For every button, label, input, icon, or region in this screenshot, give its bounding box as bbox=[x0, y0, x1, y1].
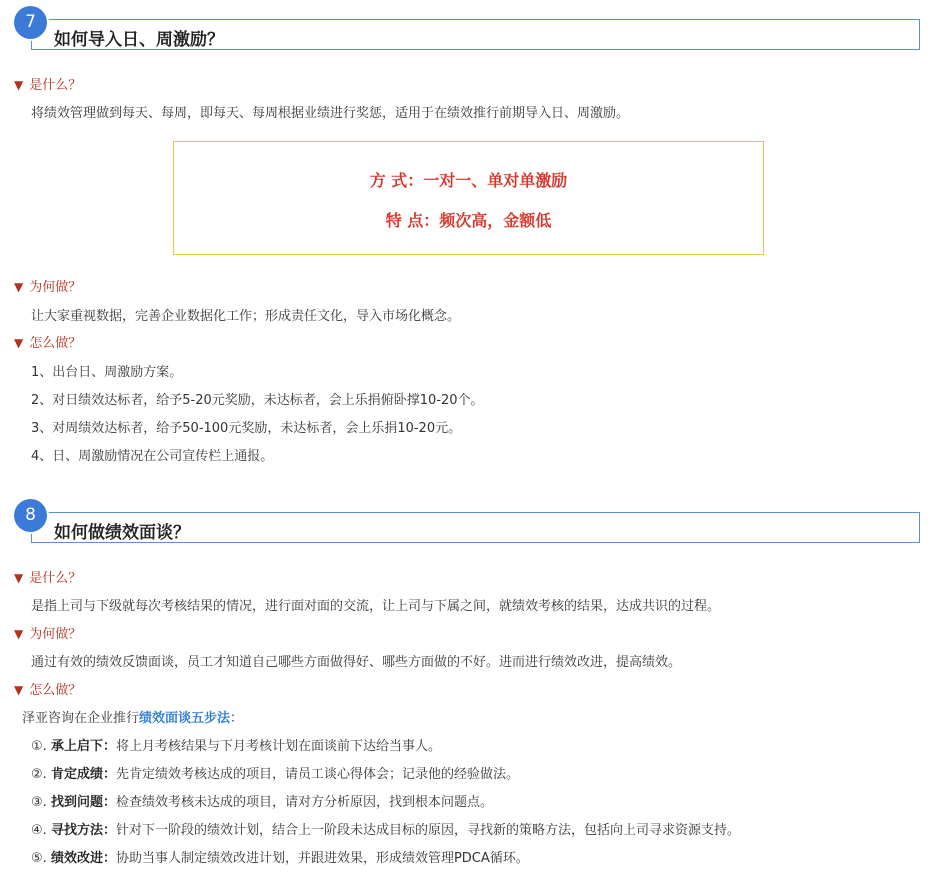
section-8-how-label: ▼ 怎么做？ bbox=[14, 683, 82, 698]
section-7-what-label: ▼ 是什么？ bbox=[14, 78, 82, 93]
triangle-down-icon: ▼ bbox=[14, 571, 24, 585]
section-8-why-text: 通过有效的绩效反馈面谈，员工才知道自己哪些方面做得好、哪些方面做的不好。进而进行绩效改进，提高绩效。 bbox=[31, 655, 682, 670]
section-8-header bbox=[31, 512, 920, 543]
triangle-down-icon: ▼ bbox=[14, 683, 24, 697]
step-item: ⑤. 绩效改进：协助当事人制定绩效改进计划，并跟进效果，形成绩效管理PDCA循环。 bbox=[31, 851, 529, 866]
step-item: ③. 找到问题：检查绩效考核未达成的项目，请对方分析原因，找到根本问题点。 bbox=[31, 795, 493, 810]
section-7-why-text: 让大家重视数据，完善企业数据化工作；形成责任文化，导入市场化概念。 bbox=[31, 309, 461, 324]
method-feature-box bbox=[173, 141, 764, 255]
list-item: 2、对日绩效达标者，给予5-20元奖励，未达标者，会上乐捐俯卧撑10-20个。 bbox=[31, 393, 484, 408]
feature-line: 特 点：频次高，金额低 bbox=[385, 211, 552, 230]
method-line: 方 式：一对一、单对单激励 bbox=[369, 171, 568, 190]
triangle-down-icon: ▼ bbox=[14, 78, 24, 92]
step-item: ①. 承上启下：将上月考核结果与下月考核计划在面谈前下达给当事人。 bbox=[31, 739, 441, 754]
step-item: ④. 寻找方法：针对下一阶段的绩效计划，结合上一阶段未达成目标的原因，寻找新的策略方法，包括向上司寻求资源支持。 bbox=[31, 823, 740, 838]
triangle-down-icon: ▼ bbox=[14, 627, 24, 641]
triangle-down-icon: ▼ bbox=[14, 280, 24, 294]
list-item: 4、日、周激励情况在公司宣传栏上通报。 bbox=[31, 449, 274, 464]
five-step-intro: 泽亚咨询在企业推行绩效面谈五步法： bbox=[22, 711, 244, 726]
section-8-title: 如何做绩效面谈？ bbox=[54, 523, 190, 543]
section-8-what-label: ▼ 是什么？ bbox=[14, 571, 82, 586]
step-item: ②. 肯定成绩：先肯定绩效考核达成的项目，请员工谈心得体会；记录他的经验做法。 bbox=[31, 767, 519, 782]
list-item: 3、对周绩效达标者，给予50-100元奖励，未达标者，会上乐捐10-20元。 bbox=[31, 421, 462, 436]
triangle-down-icon: ▼ bbox=[14, 336, 24, 350]
list-item: 1、出台日、周激励方案。 bbox=[31, 365, 183, 380]
section-7-number-badge: 7 bbox=[14, 6, 47, 39]
section-7-title: 如何导入日、周激励？ bbox=[54, 30, 224, 50]
section-7-why-label: ▼ 为何做？ bbox=[14, 280, 82, 295]
section-7-how-label: ▼ 怎么做？ bbox=[14, 336, 82, 351]
section-8-why-label: ▼ 为何做？ bbox=[14, 627, 82, 642]
section-7-header bbox=[31, 19, 920, 50]
section-8-number-badge: 8 bbox=[14, 499, 47, 532]
section-8-what-text: 是指上司与下级就每次考核结果的情况，进行面对面的交流，让上司与下属之间，就绩效考核的结果，达成共识的过程。 bbox=[31, 599, 721, 614]
section-7-what-text: 将绩效管理做到每天、每周，即每天、每周根据业绩进行奖惩，适用于在绩效推行前期导入日、周激励。 bbox=[31, 106, 630, 121]
five-step-method-highlight: 绩效面谈五步法 bbox=[139, 711, 231, 726]
